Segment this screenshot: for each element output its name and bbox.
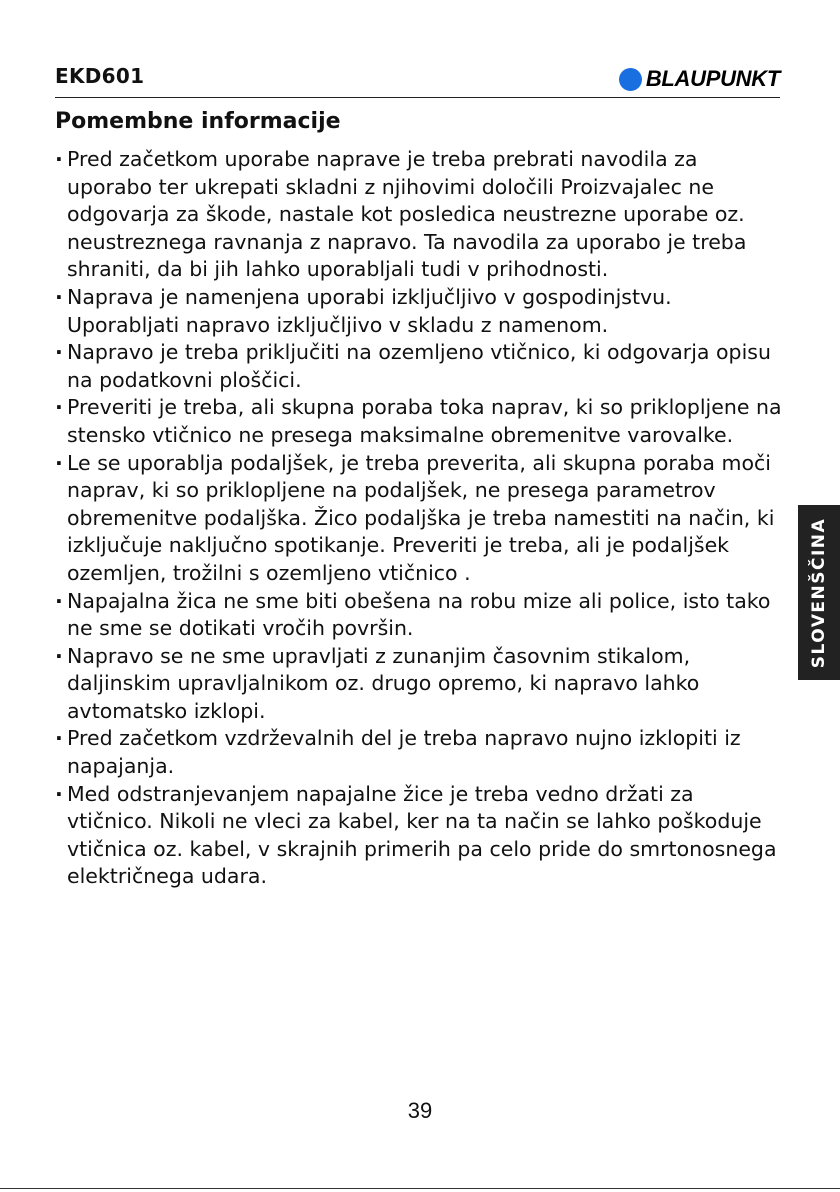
list-item: · Med odstranjevanjem napajalne žice je treba vedno držati za vtičnico. Nikoli ne vleci za kabel, ker na ta način se lahko poškoduje vtičnica oz. kabel, v skrajnih primerih pa celo pride do smrtonosnega električnega udara. — [55, 781, 785, 891]
brand-logo — [619, 64, 780, 94]
list-item: · Naprava je namenjena uporabi izključljivo v gospodinjstvu. Uporabljati napravo izključljivo v skladu z namenom. — [55, 284, 785, 339]
list-item: · Le se uporablja podaljšek, je treba preverita, ali skupna poraba moči naprav, ki so priklopljene na podaljšek, ne presega parametrov obremenitve podaljška. Žico podaljška je treba namestiti na način, ki izključuje naključno spotikanje. Preveriti je treba, ali je podaljšek ozemljen, trožilni s ozemljeno vtičnico . — [55, 450, 785, 588]
section-title: Pomembne informacije — [55, 109, 341, 134]
brand-name: BLAUPUNKT — [645, 66, 780, 91]
list-item: · Pred začetkom uporabe naprave je treba prebrati navodila za uporabo ter ukrepati skladni z njihovimi določili Proizvajalec ne odgovarja za škode, nastale kot posledica neustrezne uporabe oz. neustreznega ravnanja z napravo. Ta navodila za uporabo je treba shraniti, da bi jih lahko uporabljali tudi v prihodnosti. — [55, 146, 785, 284]
brand-dot-icon — [619, 68, 642, 91]
list-item: · Pred začetkom vzdrževalnih del je treba napravo nujno izklopiti iz napajanja. — [55, 725, 785, 780]
page-number: 39 — [407, 1098, 433, 1123]
language-tab-label: SLOVENŠČINA — [809, 517, 829, 668]
header-divider — [55, 97, 780, 98]
language-tab — [798, 505, 840, 680]
list-item: · Napravo je treba priključiti na ozemljeno vtičnico, ki odgovarja opisu na podatkovni ploščici. — [55, 339, 785, 394]
list-item: · Napajalna žica ne sme biti obešena na robu mize ali police, isto tako ne sme se dotikati vročih površin. — [55, 588, 785, 643]
list-item: · Preveriti je treba, ali skupna poraba toka naprav, ki so priklopljene na stensko vtičnico ne presega maksimalne obremenitve varovalke. — [55, 394, 785, 449]
model-number: EKD601 — [55, 64, 145, 88]
info-list — [55, 146, 785, 891]
list-item: · Napravo se ne sme upravljati z zunanjim časovnim stikalom, daljinskim upravljalnikom oz. drugo opremo, ki napravo lahko avtomatsko izklopi. — [55, 643, 785, 726]
bottom-divider — [0, 1188, 840, 1189]
